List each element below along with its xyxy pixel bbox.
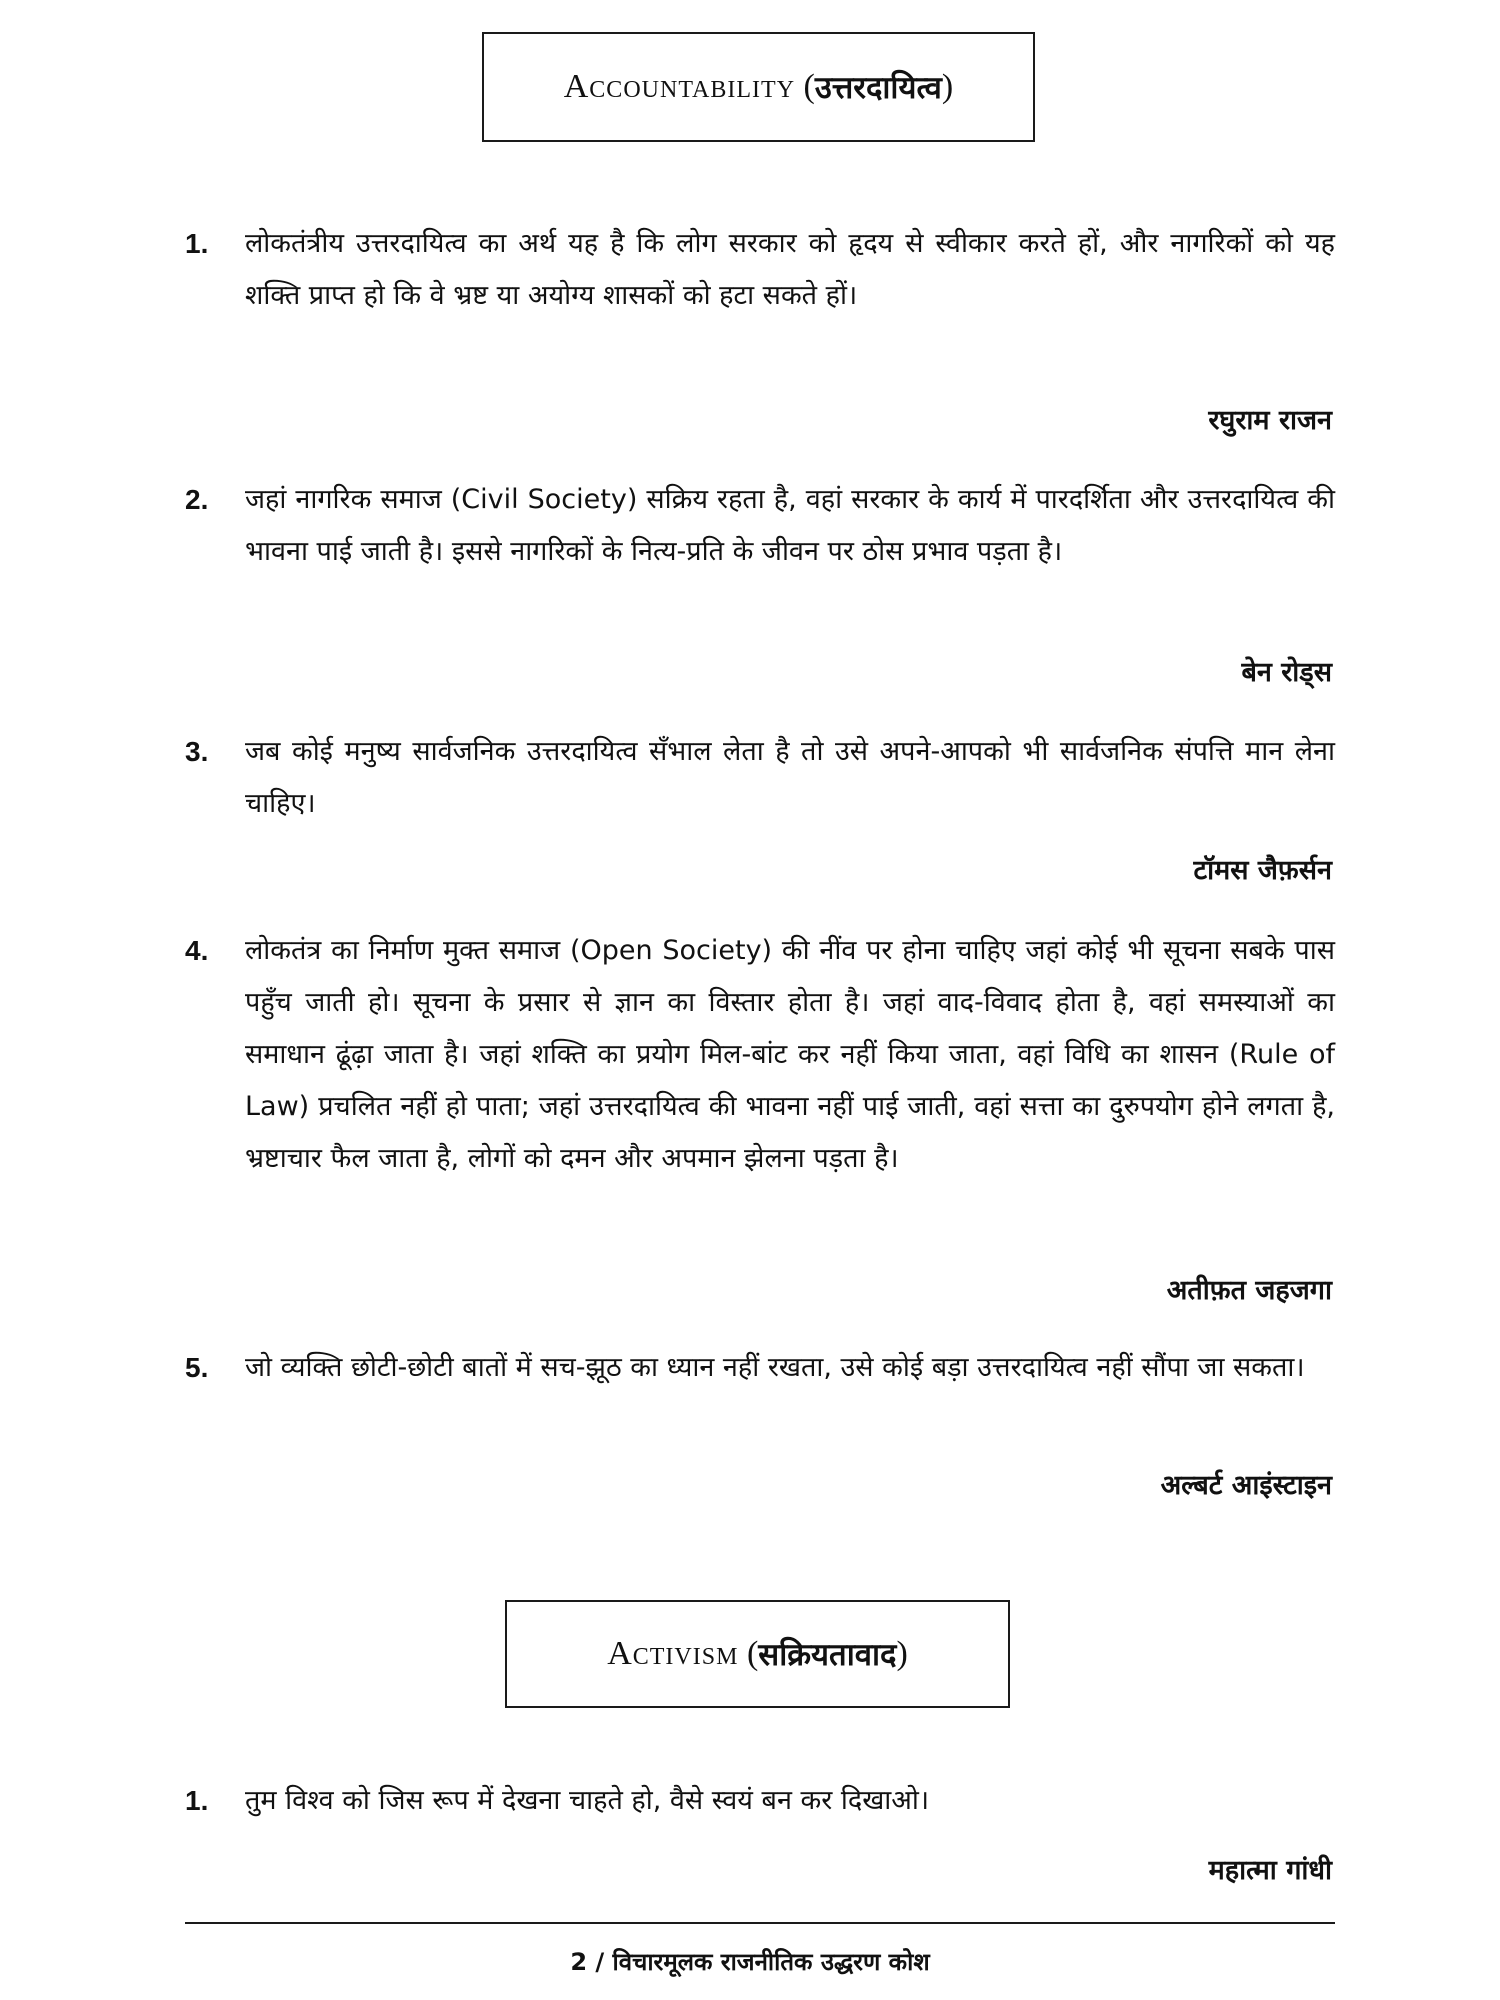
section-heading-accountability: Accountability ( उत्तरदायित्व ) bbox=[482, 32, 1035, 142]
quote-item bbox=[185, 1342, 1335, 1394]
quote-author: रघुराम राजन bbox=[1208, 405, 1332, 436]
page-number: 2 bbox=[570, 1948, 588, 1976]
page-footer bbox=[0, 1945, 1500, 1978]
quote-item bbox=[185, 218, 1335, 322]
book-title: विचारमूलक राजनीतिक उद्धरण कोश bbox=[612, 1948, 930, 1976]
quote-author: टॉमस जैफ़र्सन bbox=[1193, 855, 1332, 886]
footer-separator: / bbox=[595, 1948, 605, 1976]
quote-number: 3. bbox=[185, 736, 209, 767]
heading-hindi: सक्रियतावाद bbox=[758, 1637, 897, 1673]
quote-text: लोकतंत्र का निर्माण मुक्त समाज (Open Society) की नींव पर होना चाहिए जहां कोई भी सूचना सबके पास पहुँच जाती हो। सूचना के प्रसार से ज्ञान का विस्तार होता है। जहां वाद-विवाद होता है, वहां समस्याओं का समाधान ढूंढ़ा जाता है। जहां शक्ति का प्रयोग मिल-बांट कर नहीं किया जाता, वहां विधि का शासन (Rule of Law) प्रचलित नहीं हो पाता; जहां उत्तरदायित्व की भावना नहीं पाई जाती, वहां सत्ता का दुरुपयोग होने लगता है, भ्रष्टाचार फैल जाता है, लोगों को दमन और अपमान झेलना पड़ता है। bbox=[245, 935, 1335, 1174]
quote-number: 2. bbox=[185, 484, 209, 515]
quote-item bbox=[185, 1775, 1335, 1827]
quote-text: जो व्यक्ति छोटी-छोटी बातों में सच-झूठ का ध्यान नहीं रखता, उसे कोई बड़ा उत्तरदायित्व नहीं सौंपा जा सकता। bbox=[245, 1352, 1305, 1383]
quote-author: महात्मा गांधी bbox=[1208, 1855, 1332, 1886]
quote-text: जब कोई मनुष्य सार्वजनिक उत्तरदायित्व सँभाल लेता है तो उसे अपने-आपको भी सार्वजनिक संपत्ति मान लेना चाहिए। bbox=[245, 736, 1335, 819]
quote-text: जहां नागरिक समाज (Civil Society) सक्रिय रहता है, वहां सरकार के कार्य में पारदर्शिता और उत्तरदायित्व की भावना पाई जाती है। इससे नागरिकों के नित्य-प्रति के जीवन पर ठोस प्रभाव पड़ता है। bbox=[245, 484, 1335, 567]
quote-author: अतीफ़त जहजगा bbox=[1166, 1275, 1332, 1306]
footer-rule bbox=[185, 1922, 1335, 1924]
quote-number: 1. bbox=[185, 1785, 209, 1816]
quote-number: 4. bbox=[185, 935, 209, 966]
quote-text: तुम विश्व को जिस रूप में देखना चाहते हो, वैसे स्वयं बन कर दिखाओ। bbox=[245, 1785, 930, 1816]
quote-author: अल्बर्ट आइंस्टाइन bbox=[1160, 1470, 1332, 1501]
quote-item bbox=[185, 726, 1335, 830]
section-heading-activism: Activism ( सक्रियतावाद ) bbox=[505, 1600, 1010, 1708]
quote-author: बेन रोड्स bbox=[1241, 657, 1332, 688]
quote-text: लोकतंत्रीय उत्तरदायित्व का अर्थ यह है कि लोग सरकार को हृदय से स्वीकार करते हों, और नागरिकों को यह शक्ति प्राप्त हो कि वे भ्रष्ट या अयोग्य शासकों को हटा सकते हों। bbox=[245, 228, 1335, 311]
heading-english: Activism bbox=[607, 1635, 739, 1672]
quote-item bbox=[185, 925, 1335, 1185]
heading-hindi: उत्तरदायित्व bbox=[814, 70, 942, 106]
quote-number: 5. bbox=[185, 1352, 209, 1383]
heading-english: Accountability bbox=[563, 68, 796, 105]
quote-item bbox=[185, 474, 1335, 578]
quote-number: 1. bbox=[185, 228, 209, 259]
